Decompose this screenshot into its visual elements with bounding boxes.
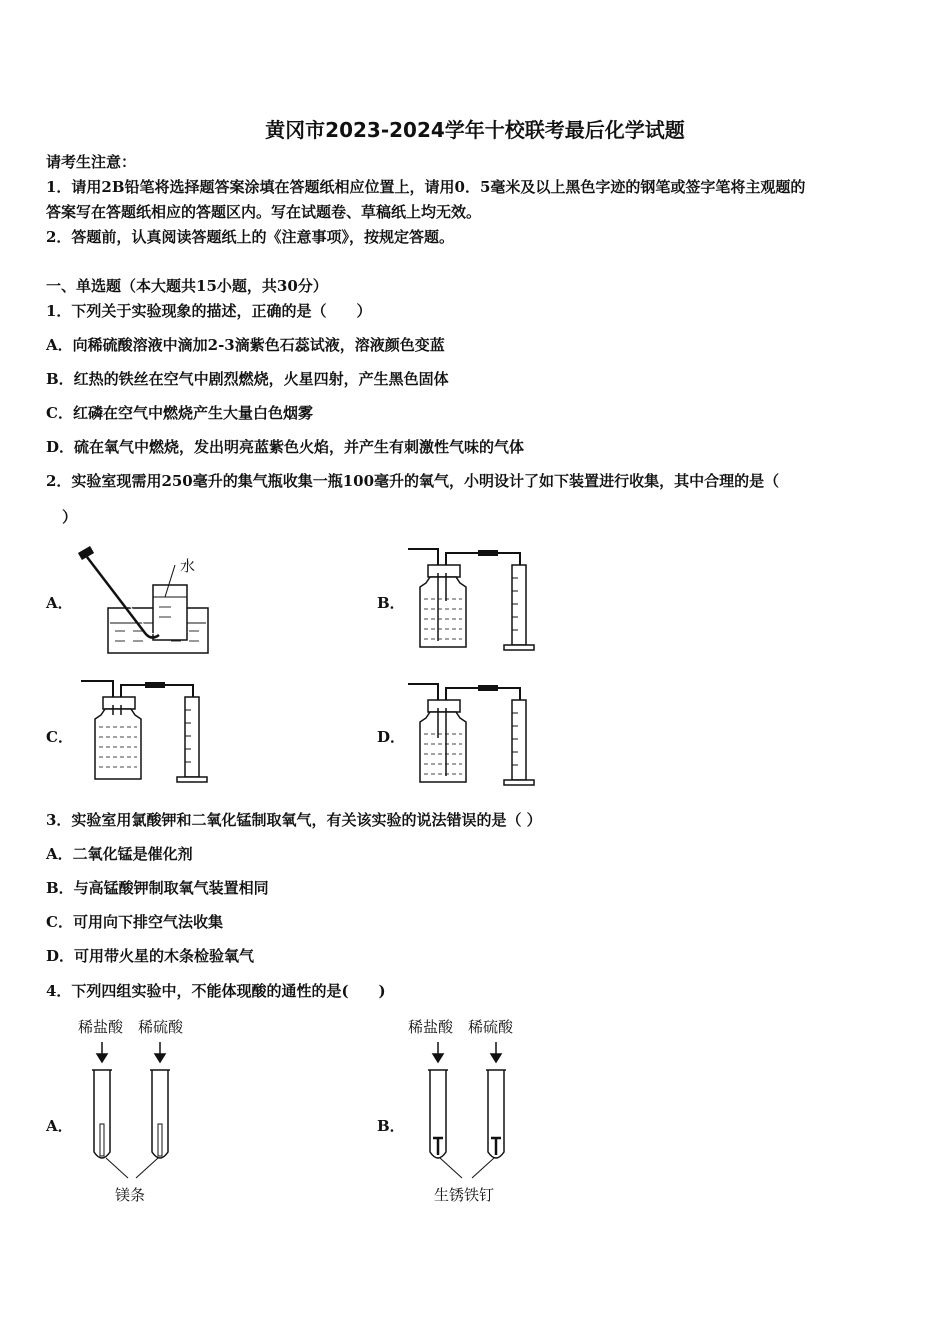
q3-option-d: D．可用带火星的木条检验氧气	[46, 947, 255, 965]
q4-figure-a	[70, 1010, 210, 1210]
notice-line-2: 2．答题前，认真阅读答题纸上的《注意事项》，按规定答题。	[46, 228, 454, 246]
q1-option-d: D．硫在氧气中燃烧，发出明亮蓝紫色火焰，并产生有刺激性气味的气体	[46, 438, 525, 456]
q1-stem: 1．下列关于实验现象的描述，正确的是（ ）	[46, 302, 372, 320]
section-heading: 一、单选题（本大题共15小题，共30分）	[46, 277, 328, 295]
q2-stem-end: ）	[62, 508, 78, 526]
q3-option-a: A．二氧化锰是催化剂	[46, 845, 193, 863]
notice-heading: 请考生注意：	[46, 153, 137, 171]
q2-figure-a	[75, 545, 215, 660]
q1-option-b: B．红热的铁丝在空气中剧烈燃烧，火星四射，产生黑色固体	[46, 370, 449, 388]
q2-figure-c	[75, 675, 235, 785]
q2-label-d: D．	[377, 728, 406, 746]
q1-option-a: A．向稀硫酸溶液中滴加2-3滴紫色石蕊试液，溶液颜色变蓝	[46, 336, 445, 354]
q2-figure-b	[400, 543, 560, 653]
q3-stem: 3．实验室用氯酸钾和二氧化锰制取氧气，有关该实验的说法错误的是（ ）	[46, 811, 542, 829]
q4a-hcl-label: 稀盐酸	[78, 1018, 124, 1036]
q2-label-a: A．	[46, 594, 73, 612]
q1-option-c: C．红磷在空气中燃烧产生大量白色烟雾	[46, 404, 313, 422]
q4-figure-b	[400, 1010, 540, 1210]
q4a-mg-label: 镁条	[115, 1186, 146, 1204]
q3-option-b: B．与高锰酸钾制取氧气装置相同	[46, 879, 269, 897]
q3-option-c: C．可用向下排空气法收集	[46, 913, 223, 931]
q2-stem: 2．实验室现需用250毫升的集气瓶收集一瓶100毫升的氧气，小明设计了如下装置进行收集，其中合理的是（	[46, 472, 780, 490]
q4a-h2so4-label: 稀硫酸	[138, 1018, 184, 1036]
q2-figure-d	[400, 678, 560, 788]
q4b-h2so4-label: 稀硫酸	[468, 1018, 514, 1036]
q4-label-a: A．	[46, 1117, 73, 1135]
q2-label-b: B．	[377, 594, 405, 612]
q4-stem: 4．下列四组实验中，不能体现酸的通性的是( )	[46, 982, 386, 1000]
page-title: 黄冈市2023-2024学年十校联考最后化学试题	[265, 118, 685, 142]
q4b-hcl-label: 稀盐酸	[408, 1018, 454, 1036]
q4b-nail-label: 生锈铁钉	[434, 1186, 495, 1204]
q4-label-b: B．	[377, 1117, 405, 1135]
water-label: 水	[180, 557, 196, 575]
notice-line-1b: 答案写在答题纸相应的答题区内。写在试题卷、草稿纸上均无效。	[46, 203, 482, 221]
q2-label-c: C．	[46, 728, 73, 746]
notice-line-1: 1．请用2B铅笔将选择题答案涂填在答题纸相应位置上，请用0．5毫米及以上黑色字迹的钢笔或签字笔将主观题的	[46, 178, 806, 196]
